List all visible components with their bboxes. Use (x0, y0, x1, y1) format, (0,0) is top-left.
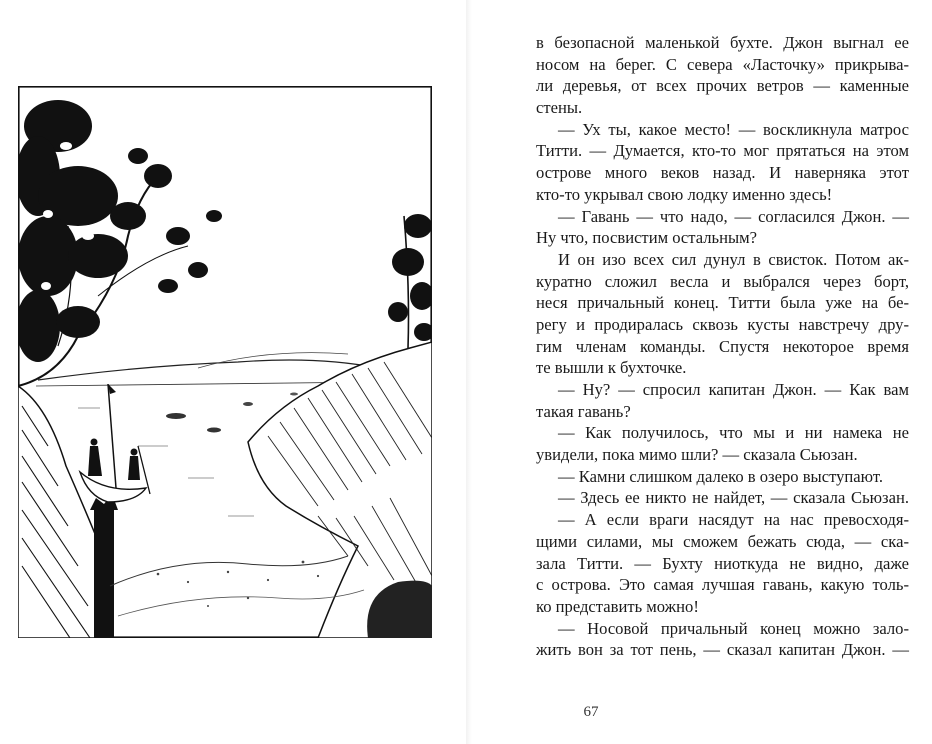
text-line: в безопасной маленькой бухте. Джон выгнал ее (536, 33, 909, 52)
book-gutter (466, 0, 472, 744)
text-line: И он изо всех сил дунул в свисток. Потом ак- (558, 249, 909, 269)
right-page-text (536, 32, 909, 661)
text-line: Титти. — Думается, кто-то мог прятаться на этом (536, 141, 909, 161)
text-line: регу и продиралась сквозь кусты навстречу дру- (536, 314, 909, 334)
text-line: — Ух ты, какое место! — воскликнула матрос (558, 119, 909, 139)
text-line: — Носовой причальный конец можно зало- (558, 618, 909, 638)
text-line: — Гавань — что надо, — согласился Джон. — (558, 206, 909, 226)
text-line: — Камни слишком далеко в озеро выступают. (558, 466, 883, 486)
text-line: — Ну? — спросил капитан Джон. — Как вам (558, 380, 909, 399)
text-line: неся причальный конец. Титти была уже на бе- (536, 293, 909, 313)
text-line: — Как получилось, что мы и ни намека не (558, 423, 909, 443)
text-line: стены. (536, 98, 583, 118)
text-line: носом на берег. С севера «Ласточку» прикрыва- (536, 54, 909, 74)
text-line: щими силами, мы сможем бежать сюда, — ска- (536, 531, 909, 551)
text-line: — Здесь ее никто не найдет, — сказала Сьюзан. (558, 488, 909, 508)
text-line: такая гавань? (536, 401, 631, 421)
text-line: острове много веков назад. И наверняка этот (536, 163, 909, 183)
text-line: Ну что, посвистим остальным? (536, 228, 758, 248)
cove-illustration (18, 86, 432, 638)
text-line: ли деревья, от всех прочих ветров — каменные (536, 76, 909, 96)
text-line: те вышли к бухточке. (536, 358, 687, 378)
text-line: с острова. Это самая лучшая гавань, какую толь- (536, 575, 909, 595)
text-line: жить вон за тот пень, — сказал капитан Джон. — (536, 640, 909, 660)
text-line: куратно сложил весла и выбрался через борт, (536, 271, 909, 291)
text-line: увидели, пока мимо шли? — сказала Сьюзан. (536, 445, 858, 465)
cove-drawing (18, 86, 432, 638)
text-line: ко представить можно! (536, 596, 699, 616)
text-line: зала Титти. — Бухту ниоткуда не видно, даже (536, 553, 909, 573)
text-line: кто-то укрывал свою лодку именно здесь! (536, 184, 833, 204)
text-line: гим членам команды. Спустя некоторое время (536, 336, 909, 356)
text-line: — А если враги насядут на нас превосходя- (558, 510, 909, 530)
page-number: 67 (583, 704, 599, 720)
